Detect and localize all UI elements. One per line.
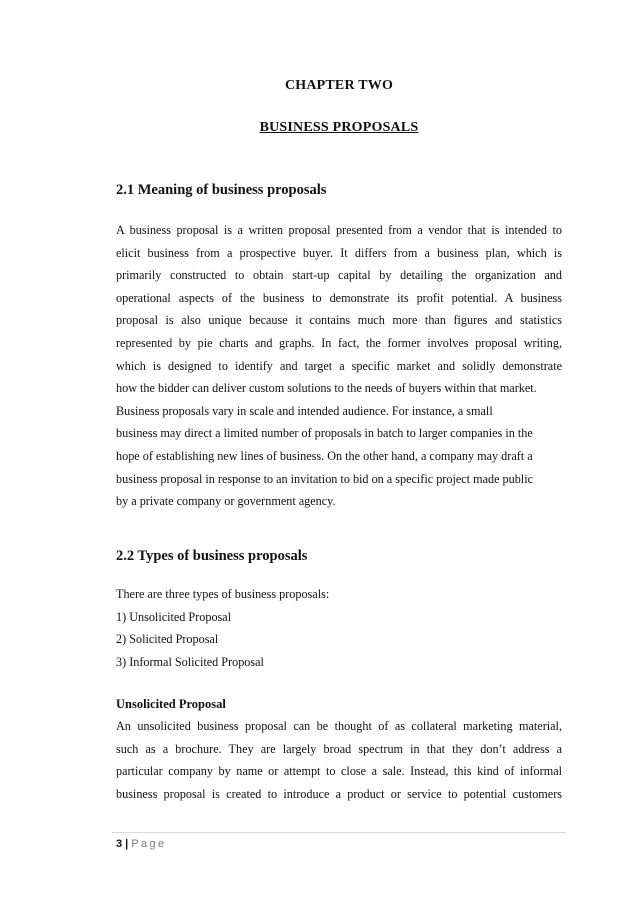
unsolicited-proposal-heading: Unsolicited Proposal xyxy=(116,697,226,711)
paragraph-line: by a private company or government agency. xyxy=(116,494,336,509)
page-footer xyxy=(116,838,167,850)
list-item: 1) Unsolicited Proposal xyxy=(116,609,232,624)
list-item: 2) Solicited Proposal xyxy=(116,632,219,647)
footer-separator: | xyxy=(125,838,129,850)
section-2-1-paragraph xyxy=(116,219,562,513)
paragraph-line: primarily constructed to obtain start-up capital by detailing the organization and xyxy=(116,268,562,283)
section-2-1-heading: 2.1 Meaning of business proposals xyxy=(116,182,327,198)
paragraph-line: operational aspects of the business to demonstrate its profit potential. A business xyxy=(116,290,562,305)
section-2-2-heading: 2.2 Types of business proposals xyxy=(116,548,308,564)
paragraph-line: elicit business from a prospective buyer. It differs from a business plan, which is xyxy=(116,245,562,260)
paragraph-line: business may direct a limited number of proposals in batch to larger companies in the xyxy=(116,426,533,441)
paragraph-line: hope of establishing new lines of business. On the other hand, a company may draft a xyxy=(116,448,533,463)
chapter-title: CHAPTER TWO xyxy=(284,78,394,93)
page-number: 3 xyxy=(116,838,123,850)
paragraph-line: proposal is also unique because it contains much more than figures and statistics xyxy=(116,313,562,328)
list-item: 3) Informal Solicited Proposal xyxy=(116,654,264,669)
paragraph-line: which is designed to identify and target a specific market and solidly demonstrate xyxy=(116,358,562,373)
page-label: Page xyxy=(131,838,167,850)
paragraph-line: A business proposal is a written proposal presented from a vendor that is intended to xyxy=(116,223,562,237)
list-intro: There are three types of business proposals: xyxy=(116,587,330,601)
footer-divider xyxy=(112,832,566,833)
paragraph-line: business proposal in response to an invitation to bid on a specific project made public xyxy=(116,471,533,486)
paragraph-line: An unsolicited business proposal can be thought of as collateral marketing material, xyxy=(116,719,562,733)
paragraph-line: Business proposals vary in scale and intended audience. For instance, a small xyxy=(116,403,493,418)
paragraph-line: such as a brochure. They are largely broad spectrum in that they don’t address a xyxy=(116,741,562,756)
paragraph-line: how the bidder can deliver custom solutions to the needs of buyers within that market. xyxy=(116,381,537,396)
paragraph-line: represented by pie charts and graphs. In fact, the former involves proposal writing, xyxy=(116,335,562,350)
proposal-types-list xyxy=(116,583,329,673)
paragraph-line: particular company by name or attempt to close a sale. Instead, this kind of informal xyxy=(116,764,562,779)
paragraph-line: business proposal is created to introduce a product or service to potential customers xyxy=(116,786,562,801)
chapter-heading: BUSINESS PROPOSALS xyxy=(259,120,419,135)
unsolicited-paragraph xyxy=(116,715,562,805)
